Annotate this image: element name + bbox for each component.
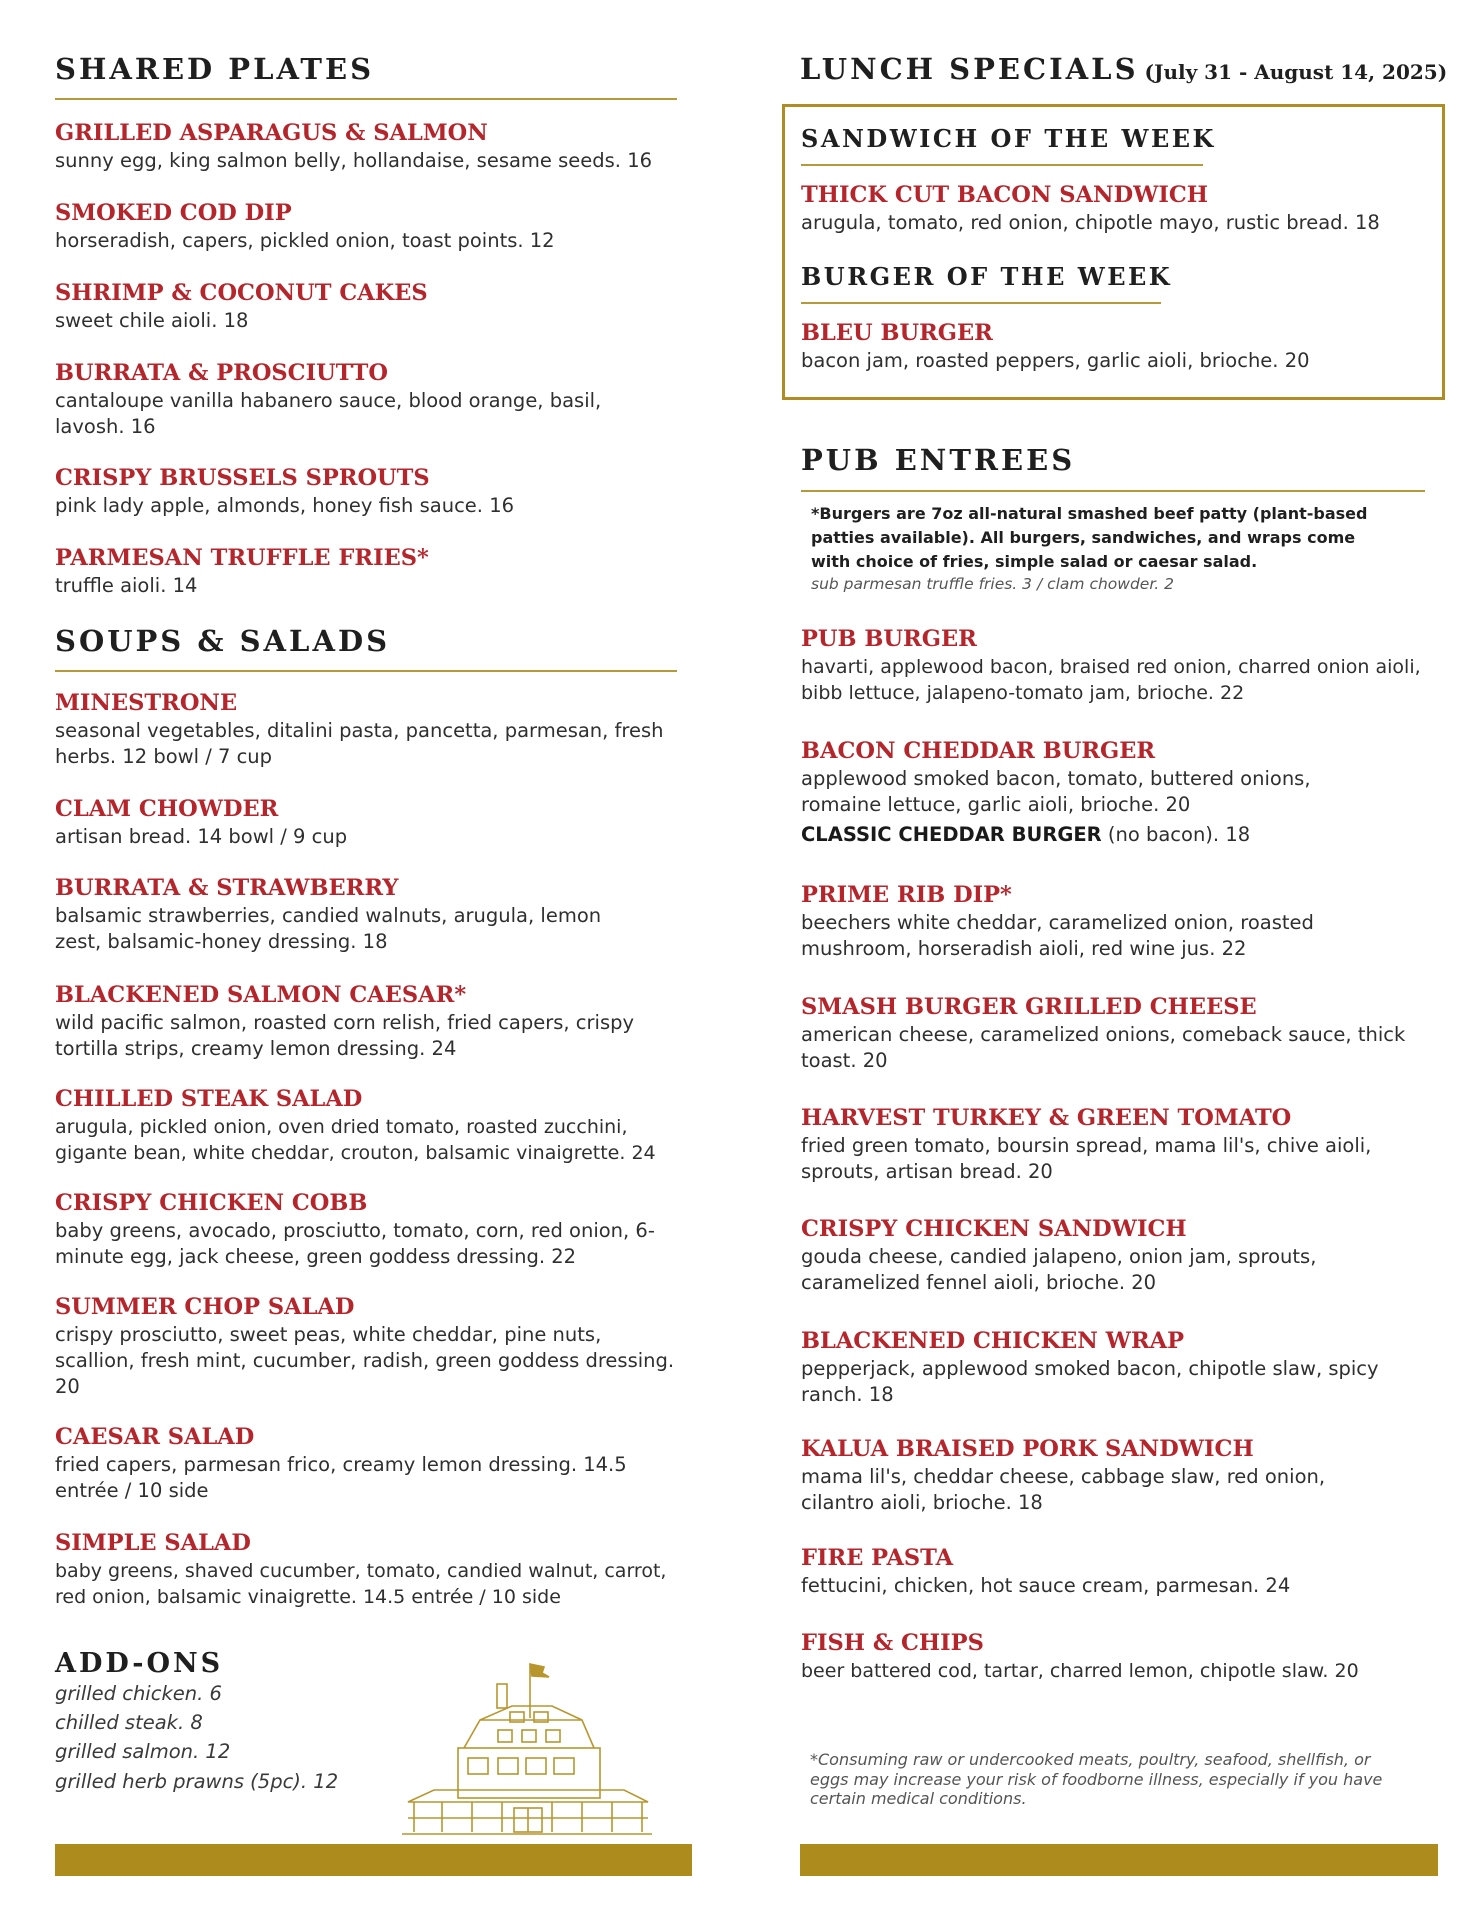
add-on-item: grilled herb prawns (5pc). 12 [55,1770,339,1793]
item-name: BLEU BURGER [801,320,993,346]
classic-burger-line [801,822,1401,848]
lunch-specials-title [800,52,1447,86]
menu-item [55,543,695,599]
burger-of-week-heading: BURGER OF THE WEEK [801,262,1173,291]
right-footer-bar [800,1844,1438,1876]
shared-plates-rule [55,98,677,100]
shared-plates-title: SHARED PLATES [55,52,375,86]
item-name: FISH & CHIPS [801,1630,984,1656]
item-desc: pepperjack, applewood smoked bacon, chipotle slaw, spicy ranch. 18 [801,1357,1379,1406]
sub-note: sub parmesan truffle fries. 3 / clam chowder. 2 [811,575,1175,593]
item-name: BURRATA & STRAWBERRY [55,875,399,901]
menu-item [801,736,1401,848]
item-desc: fettucini, chicken, hot sauce cream, parmesan. 24 [801,1574,1291,1597]
menu-item [801,880,1401,962]
add-on-item: chilled steak. 8 [55,1711,203,1734]
item-desc: havarti, applewood bacon, braised red onion, charred onion aioli, bibb lettuce, jalapeno-tomato jam, brioche. 22 [801,656,1421,704]
item-name: CRISPY CHICKEN COBB [55,1190,368,1216]
item-name: BACON CHEDDAR BURGER [801,738,1156,764]
item-name: CAESAR SALAD [55,1424,255,1450]
menu-item [801,1434,1401,1516]
menu-item [55,980,685,1062]
item-name: CRISPY BRUSSELS SPROUTS [55,465,430,491]
item-desc: sweet chile aioli. 18 [55,309,249,332]
pub-entrees-title: PUB ENTREES [801,443,1076,477]
lunch-specials-label: LUNCH SPECIALS [800,52,1139,86]
item-desc: balsamic strawberries, candied walnuts, arugula, lemon zest, balsamic-honey dressing. 18 [55,904,602,953]
left-footer-bar [55,1844,692,1876]
menu-item [801,1103,1431,1185]
menu-item [55,1528,695,1610]
item-desc: horseradish, capers, pickled onion, toast points. 12 [55,229,555,252]
menu-item [801,1326,1401,1408]
item-name: SUMMER CHOP SALAD [55,1294,355,1320]
item-name: SIMPLE SALAD [55,1530,251,1556]
add-on-item: grilled chicken. 6 [55,1682,222,1705]
menu-item [55,873,615,955]
menu-item [55,198,695,254]
item-desc: pink lady apple, almonds, honey fish sauce. 16 [55,494,515,517]
item-desc: arugula, pickled onion, oven dried tomato, roasted zucchini, gigante bean, white cheddar, crouton, balsamic vinaigrette. 24 [55,1116,656,1164]
item-name: CLAM CHOWDER [55,796,279,822]
classic-burger-desc: (no bacon). 18 [1107,823,1251,846]
menu-item [801,624,1441,706]
item-name: HARVEST TURKEY & GREEN TOMATO [801,1105,1292,1131]
lunch-specials-dates: (July 31 - August 14, 2025) [1144,60,1448,84]
menu-item [55,278,695,334]
item-name: CHILLED STEAK SALAD [55,1086,363,1112]
item-name: THICK CUT BACON SANDWICH [801,182,1209,208]
item-name: BLACKENED SALMON CAESAR* [55,982,467,1008]
soups-salads-title: SOUPS & SALADS [55,624,391,658]
item-name: SMASH BURGER GRILLED CHEESE [801,994,1257,1020]
menu-item [801,992,1421,1074]
item-desc: arugula, tomato, red onion, chipotle mayo, rustic bread. 18 [801,211,1380,234]
menu-item [55,1422,675,1504]
add-ons-title: ADD-ONS [55,1648,224,1679]
menu-item [55,1084,695,1166]
menu-item [55,1188,695,1270]
item-desc: beer battered cod, tartar, charred lemon, chipotle slaw. 20 [801,1660,1359,1682]
burger-note: *Burgers are 7oz all-natural smashed beef patty (plant-based patties available). All burgers, sandwiches, and wraps come with choice of fries, simple salad or caesar salad. [811,504,1368,571]
item-desc: crispy prosciutto, sweet peas, white cheddar, pine nuts, scallion, fresh mint, cucumber, radish, green goddess dressing. 20 [55,1323,675,1398]
item-desc: beechers white cheddar, caramelized onion, roasted mushroom, horseradish aioli, red wine jus. 22 [801,911,1314,960]
item-desc: gouda cheese, candied jalapeno, onion jam, sprouts, caramelized fennel aioli, brioche. 20 [801,1245,1317,1294]
sandwich-of-week-heading: SANDWICH OF THE WEEK [801,124,1216,153]
item-name: CRISPY CHICKEN SANDWICH [801,1216,1187,1242]
item-name: BLACKENED CHICKEN WRAP [801,1328,1185,1354]
soups-salads-rule [55,670,677,672]
item-desc: wild pacific salmon, roasted corn relish, fried capers, crispy tortilla strips, creamy lemon dressing. 24 [55,1011,635,1060]
item-desc: mama lil's, cheddar cheese, cabbage slaw, red onion, cilantro aioli, brioche. 18 [801,1465,1326,1514]
menu-item [801,1628,1441,1684]
item-name: PUB BURGER [801,626,977,652]
item-name: KALUA BRAISED PORK SANDWICH [801,1436,1254,1462]
classic-burger-name: CLASSIC CHEDDAR BURGER [801,823,1102,846]
sandwich-rule [801,164,1203,166]
lodge-illustration [402,1650,652,1840]
menu-item [55,1292,695,1400]
food-safety-disclaimer: *Consuming raw or undercooked meats, poultry, seafood, shellfish, or eggs may increase your risk of foodborne illness, especially if you have certain medical conditions. [810,1750,1383,1808]
item-name: MINESTRONE [55,690,238,716]
menu-item [55,794,695,850]
burger-rule [801,302,1161,304]
item-desc: truffle aioli. 14 [55,574,198,597]
add-on-item: grilled salmon. 12 [55,1740,231,1763]
item-desc: fried green tomato, boursin spread, mama lil's, chive aioli, sprouts, artisan bread. 20 [801,1134,1372,1183]
menu-item [55,118,695,174]
item-desc: baby greens, shaved cucumber, tomato, candied walnut, carrot, red onion, balsamic vinaigrette. 14.5 entrée / 10 side [55,1560,667,1608]
item-name: GRILLED ASPARAGUS & SALMON [55,120,488,146]
item-desc: sunny egg, king salmon belly, hollandaise, sesame seeds. 16 [55,149,653,172]
item-desc: american cheese, caramelized onions, comeback sauce, thick toast. 20 [801,1023,1406,1072]
item-desc: seasonal vegetables, ditalini pasta, pancetta, parmesan, fresh herbs. 12 bowl / 7 cup [55,719,664,768]
menu-item [801,180,1441,236]
item-desc: applewood smoked bacon, tomato, buttered onions, romaine lettuce, garlic aioli, brioche. 20 [801,767,1311,816]
menu-item [55,463,695,519]
item-desc: cantaloupe vanilla habanero sauce, blood orange, basil, lavosh. 16 [55,389,602,438]
item-name: BURRATA & PROSCIUTTO [55,360,389,386]
item-name: SMOKED COD DIP [55,200,292,226]
item-name: SHRIMP & COCONUT CAKES [55,280,428,306]
item-desc: bacon jam, roasted peppers, garlic aioli, brioche. 20 [801,349,1310,372]
pub-entrees-rule [801,490,1425,492]
item-name: FIRE PASTA [801,1545,954,1571]
item-name: PARMESAN TRUFFLE FRIES* [55,545,429,571]
menu-item [801,1214,1401,1296]
menu-item [55,688,695,770]
menu-item [55,358,675,440]
item-desc: baby greens, avocado, prosciutto, tomato, corn, red onion, 6-minute egg, jack cheese, green goddess dressing. 22 [55,1219,655,1268]
item-name: PRIME RIB DIP* [801,882,1012,908]
menu-item [801,318,1441,374]
item-desc: fried capers, parmesan frico, creamy lemon dressing. 14.5 entrée / 10 side [55,1453,627,1502]
item-desc: artisan bread. 14 bowl / 9 cup [55,825,348,848]
menu-item [801,1543,1441,1599]
